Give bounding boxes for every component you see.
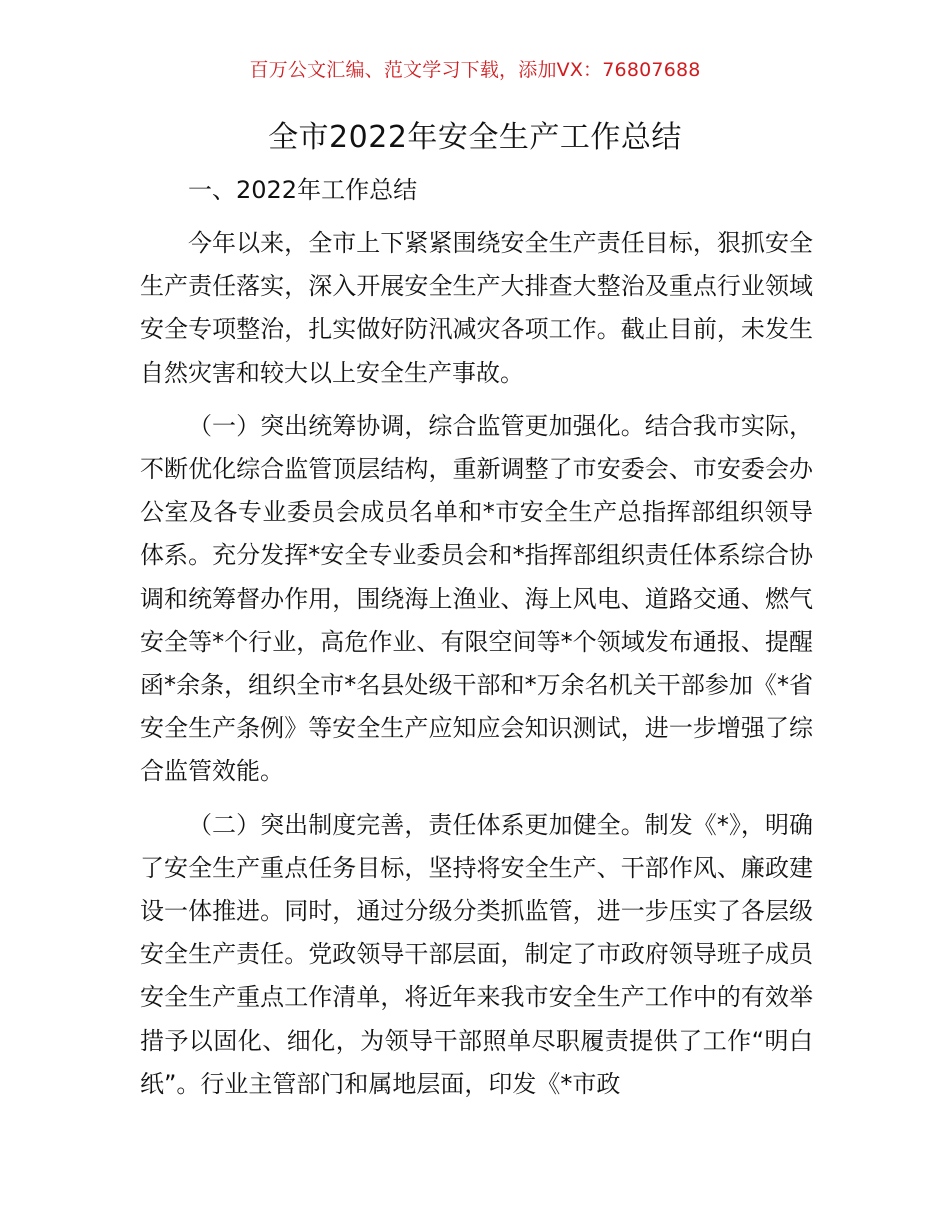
document-title: 全市2022年安全生产工作总结: [268, 120, 682, 155]
section-heading: 一、2022年工作总结: [188, 176, 418, 204]
watermark-banner: 百万公文汇编、范文学习下载，添加VX：76807688: [249, 59, 701, 81]
paragraph-system: （二）突出制度完善，责任体系更加健全。制发《*》，明确了安全生产重点任务目标，坚持将安全生产、干部作风、廉政建设一体推进。同时，通过分级分类抓监管，进一步压实了各层级安全生产责任。党政领导干部层面，制定了市政府领导班子成员安全生产重点工作清单，将近年来我市安全生产工作中的有效举措予以固化、细化，为领导干部照单尽职履责提供了工作“明白纸”。行业主管部门和属地层面，印发《*市政: [140, 810, 813, 1098]
paragraph-coordination: （一）突出统筹协调，综合监管更加强化。结合我市实际，不断优化综合监管顶层结构，重新调整了市安委会、市安委会办公室及各专业委员会成员名单和*市安全生产总指挥部组织领导体系。充分发挥*安全专业委员会和*指挥部组织责任体系综合协调和统筹督办作用，围绕海上渔业、海上风电、道路交通、燃气安全等*个行业，高危作业、有限空间等*个领域发布通报、提醒函*余条，组织全市*名县处级干部和*万余名机关干部参加《*省安全生产条例》等安全生产应知应会知识测试，进一步增强了综合监管效能。: [140, 411, 813, 786]
document-body: [140, 222, 813, 1116]
paragraph-intro: 今年以来，全市上下紧紧围绕安全生产责任目标，狠抓安全生产责任落实，深入开展安全生产大排查大整治及重点行业领域安全专项整治，扎实做好防汛减灾各项工作。截止目前，未发生自然灾害和较大以上安全生产事故。: [140, 229, 813, 387]
